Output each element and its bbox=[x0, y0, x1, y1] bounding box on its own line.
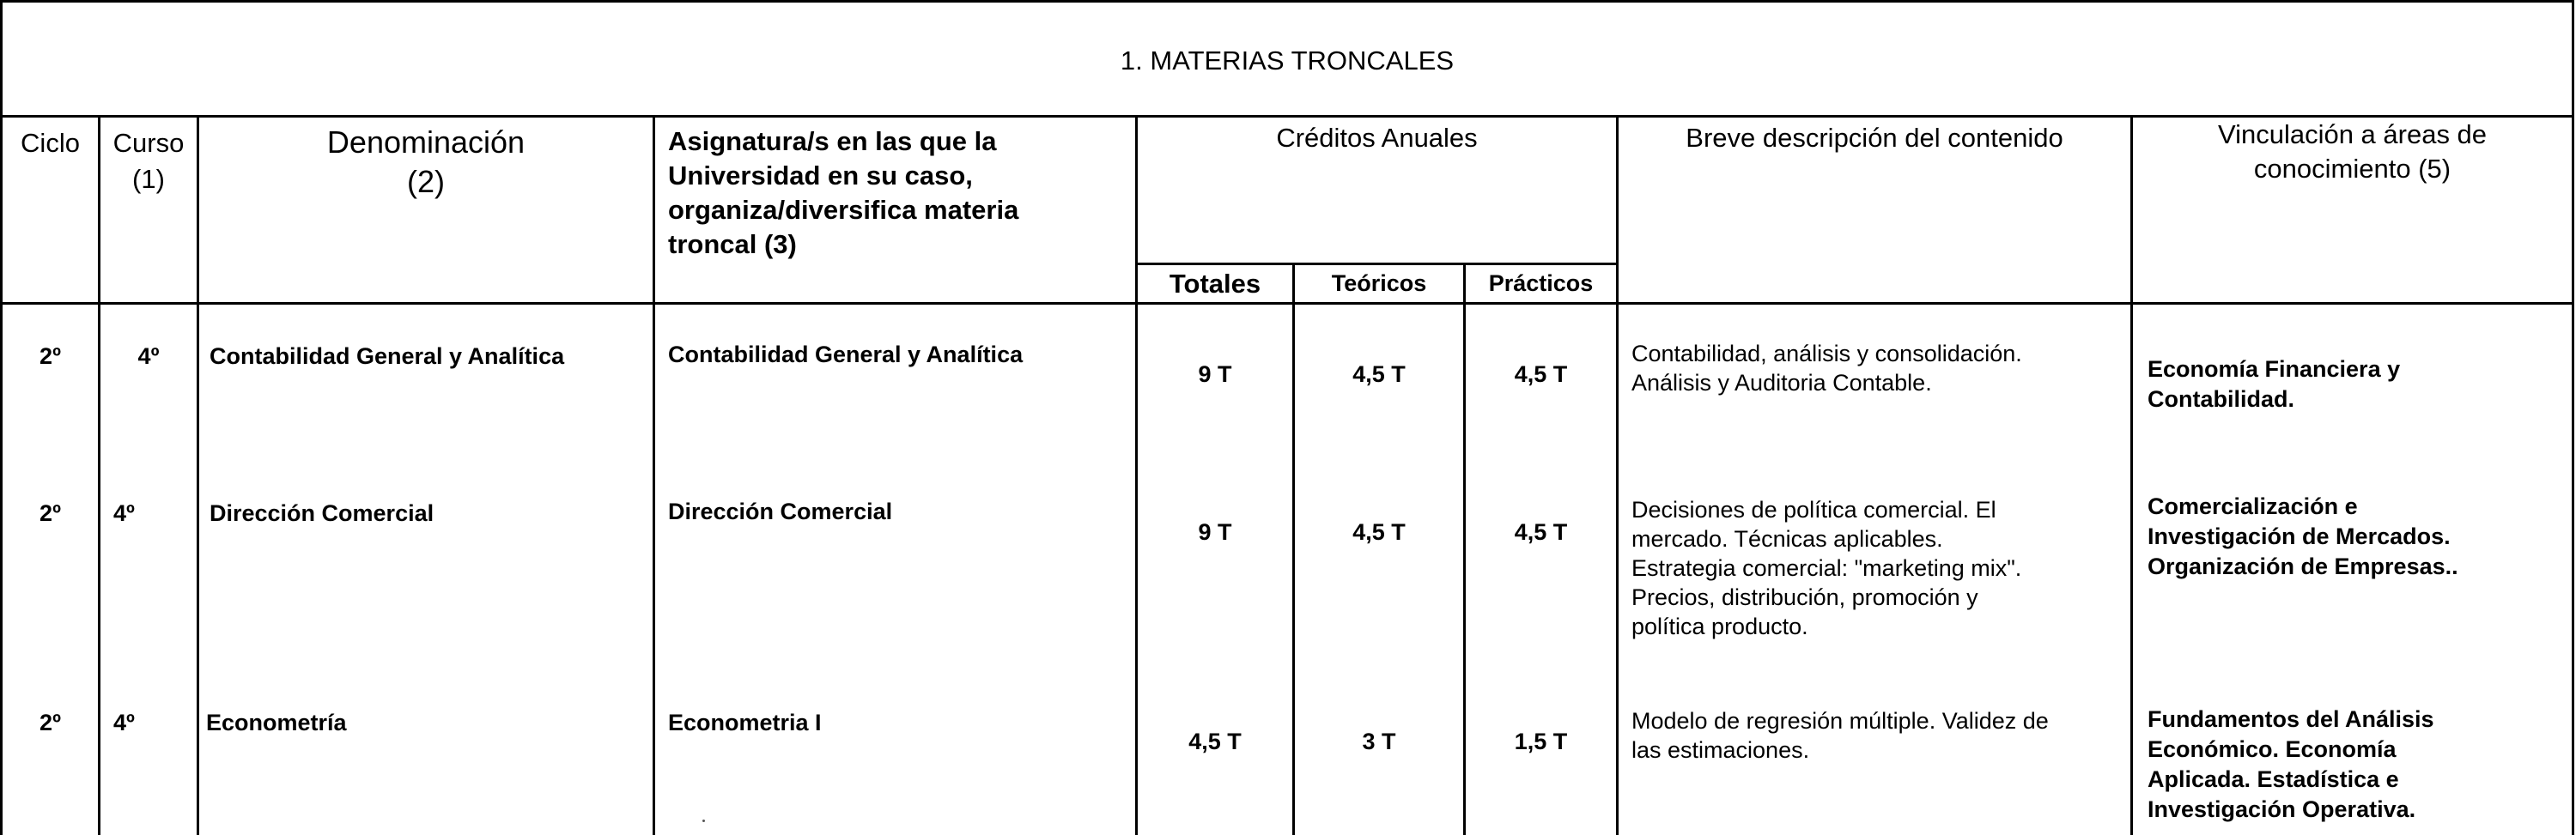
row3-vinculacion-line4: Investigación Operativa. bbox=[2148, 796, 2416, 822]
row2-vinculacion-line2: Investigación de Mercados. bbox=[2148, 523, 2451, 549]
row1-ciclo: 2º bbox=[39, 343, 61, 369]
row2-ciclo: 2º bbox=[39, 500, 61, 526]
header-asignatura-line1: Asignatura/s en las que la bbox=[668, 126, 997, 156]
row1-denominacion: Contabilidad General y Analítica bbox=[210, 343, 565, 369]
header-denominacion-note: (2) bbox=[407, 164, 445, 199]
row3-asignatura: Econometria I bbox=[668, 710, 822, 735]
row3-ciclo: 2º bbox=[39, 710, 61, 735]
header-denominacion: Denominación bbox=[326, 124, 526, 160]
row1-practicos: 4,5 T bbox=[1514, 361, 1568, 387]
row3-curso: 4º bbox=[113, 710, 135, 735]
row2-practicos: 4,5 T bbox=[1514, 519, 1568, 545]
header-asignatura-line4: troncal (3) bbox=[668, 229, 797, 259]
row3-vinculacion-line3: Aplicada. Estadística e bbox=[2148, 766, 2399, 792]
header-vinculacion-line1: Vinculación a áreas de bbox=[2217, 119, 2488, 149]
row2-descripcion-line5: política producto. bbox=[1631, 614, 1808, 639]
row1-vinculacion-line1: Economía Financiera y bbox=[2148, 356, 2401, 382]
row1-teoricos: 4,5 T bbox=[1352, 361, 1406, 387]
header-totales: Totales bbox=[1169, 269, 1261, 299]
row1-curso: 4º bbox=[137, 343, 160, 369]
row2-denominacion: Dirección Comercial bbox=[210, 500, 434, 526]
header-bottom-border bbox=[0, 302, 2574, 305]
col-divider-denominacion bbox=[653, 115, 655, 835]
header-curso: Curso bbox=[112, 128, 185, 158]
row2-asignatura: Dirección Comercial bbox=[668, 499, 893, 524]
row1-asignatura: Contabilidad General y Analítica bbox=[668, 342, 1024, 367]
row2-curso: 4º bbox=[113, 500, 135, 526]
row3-teoricos: 3 T bbox=[1362, 729, 1396, 754]
creditos-subheader-divider bbox=[1135, 263, 1616, 265]
header-vinculacion-line2: conocimiento (5) bbox=[2253, 154, 2451, 184]
row2-descripcion-line4: Precios, distribución, promoción y bbox=[1631, 584, 1978, 610]
table-title: 1. MATERIAS TRONCALES bbox=[1120, 45, 1455, 76]
row2-descripcion-line3: Estrategia comercial: "marketing mix". bbox=[1631, 555, 2022, 581]
col-divider-practicos bbox=[1616, 115, 1619, 835]
row1-descripcion-line1: Contabilidad, análisis y consolidación. bbox=[1631, 341, 2022, 366]
row2-teoricos: 4,5 T bbox=[1352, 519, 1406, 545]
row3-denominacion: Econometría bbox=[206, 710, 347, 735]
title-divider bbox=[0, 115, 2574, 118]
header-asignatura-line3: organiza/diversifica materia bbox=[668, 195, 1019, 225]
row2-totales: 9 T bbox=[1198, 519, 1232, 545]
row2-vinculacion-line3: Organización de Empresas.. bbox=[2148, 554, 2458, 579]
row3-vinculacion-line2: Económico. Economía bbox=[2148, 736, 2397, 762]
col-divider-ciclo bbox=[98, 115, 100, 835]
header-teoricos: Teóricos bbox=[1331, 270, 1427, 296]
table-top-border bbox=[0, 0, 2574, 3]
row3-vinculacion-line1: Fundamentos del Análisis bbox=[2148, 706, 2434, 732]
row1-vinculacion-line2: Contabilidad. bbox=[2148, 386, 2294, 412]
row3-descripcion-line2: las estimaciones. bbox=[1631, 737, 1810, 763]
header-practicos: Prácticos bbox=[1488, 270, 1594, 296]
row1-descripcion-line2: Análisis y Auditoria Contable. bbox=[1631, 370, 1932, 396]
row2-descripcion-line2: mercado. Técnicas aplicables. bbox=[1631, 526, 1943, 552]
row3-descripcion-line1: Modelo de regresión múltiple. Validez de bbox=[1631, 708, 2049, 734]
header-asignatura-line2: Universidad en su caso, bbox=[668, 160, 973, 191]
scan-speck bbox=[702, 820, 705, 822]
row3-totales: 4,5 T bbox=[1188, 729, 1242, 754]
header-creditos-anuales: Créditos Anuales bbox=[1276, 123, 1478, 153]
row2-vinculacion-line1: Comercialización e bbox=[2148, 493, 2358, 519]
header-ciclo: Ciclo bbox=[21, 128, 80, 158]
right-border bbox=[2572, 0, 2574, 835]
col-divider-descripcion bbox=[2130, 115, 2133, 835]
header-curso-note: (1) bbox=[132, 164, 165, 194]
row3-practicos: 1,5 T bbox=[1514, 729, 1568, 754]
header-descripcion: Breve descripción del contenido bbox=[1686, 123, 2063, 153]
col-divider-curso bbox=[197, 115, 199, 835]
row2-descripcion-line1: Decisiones de política comercial. El bbox=[1631, 497, 1996, 523]
row1-totales: 9 T bbox=[1198, 361, 1232, 387]
